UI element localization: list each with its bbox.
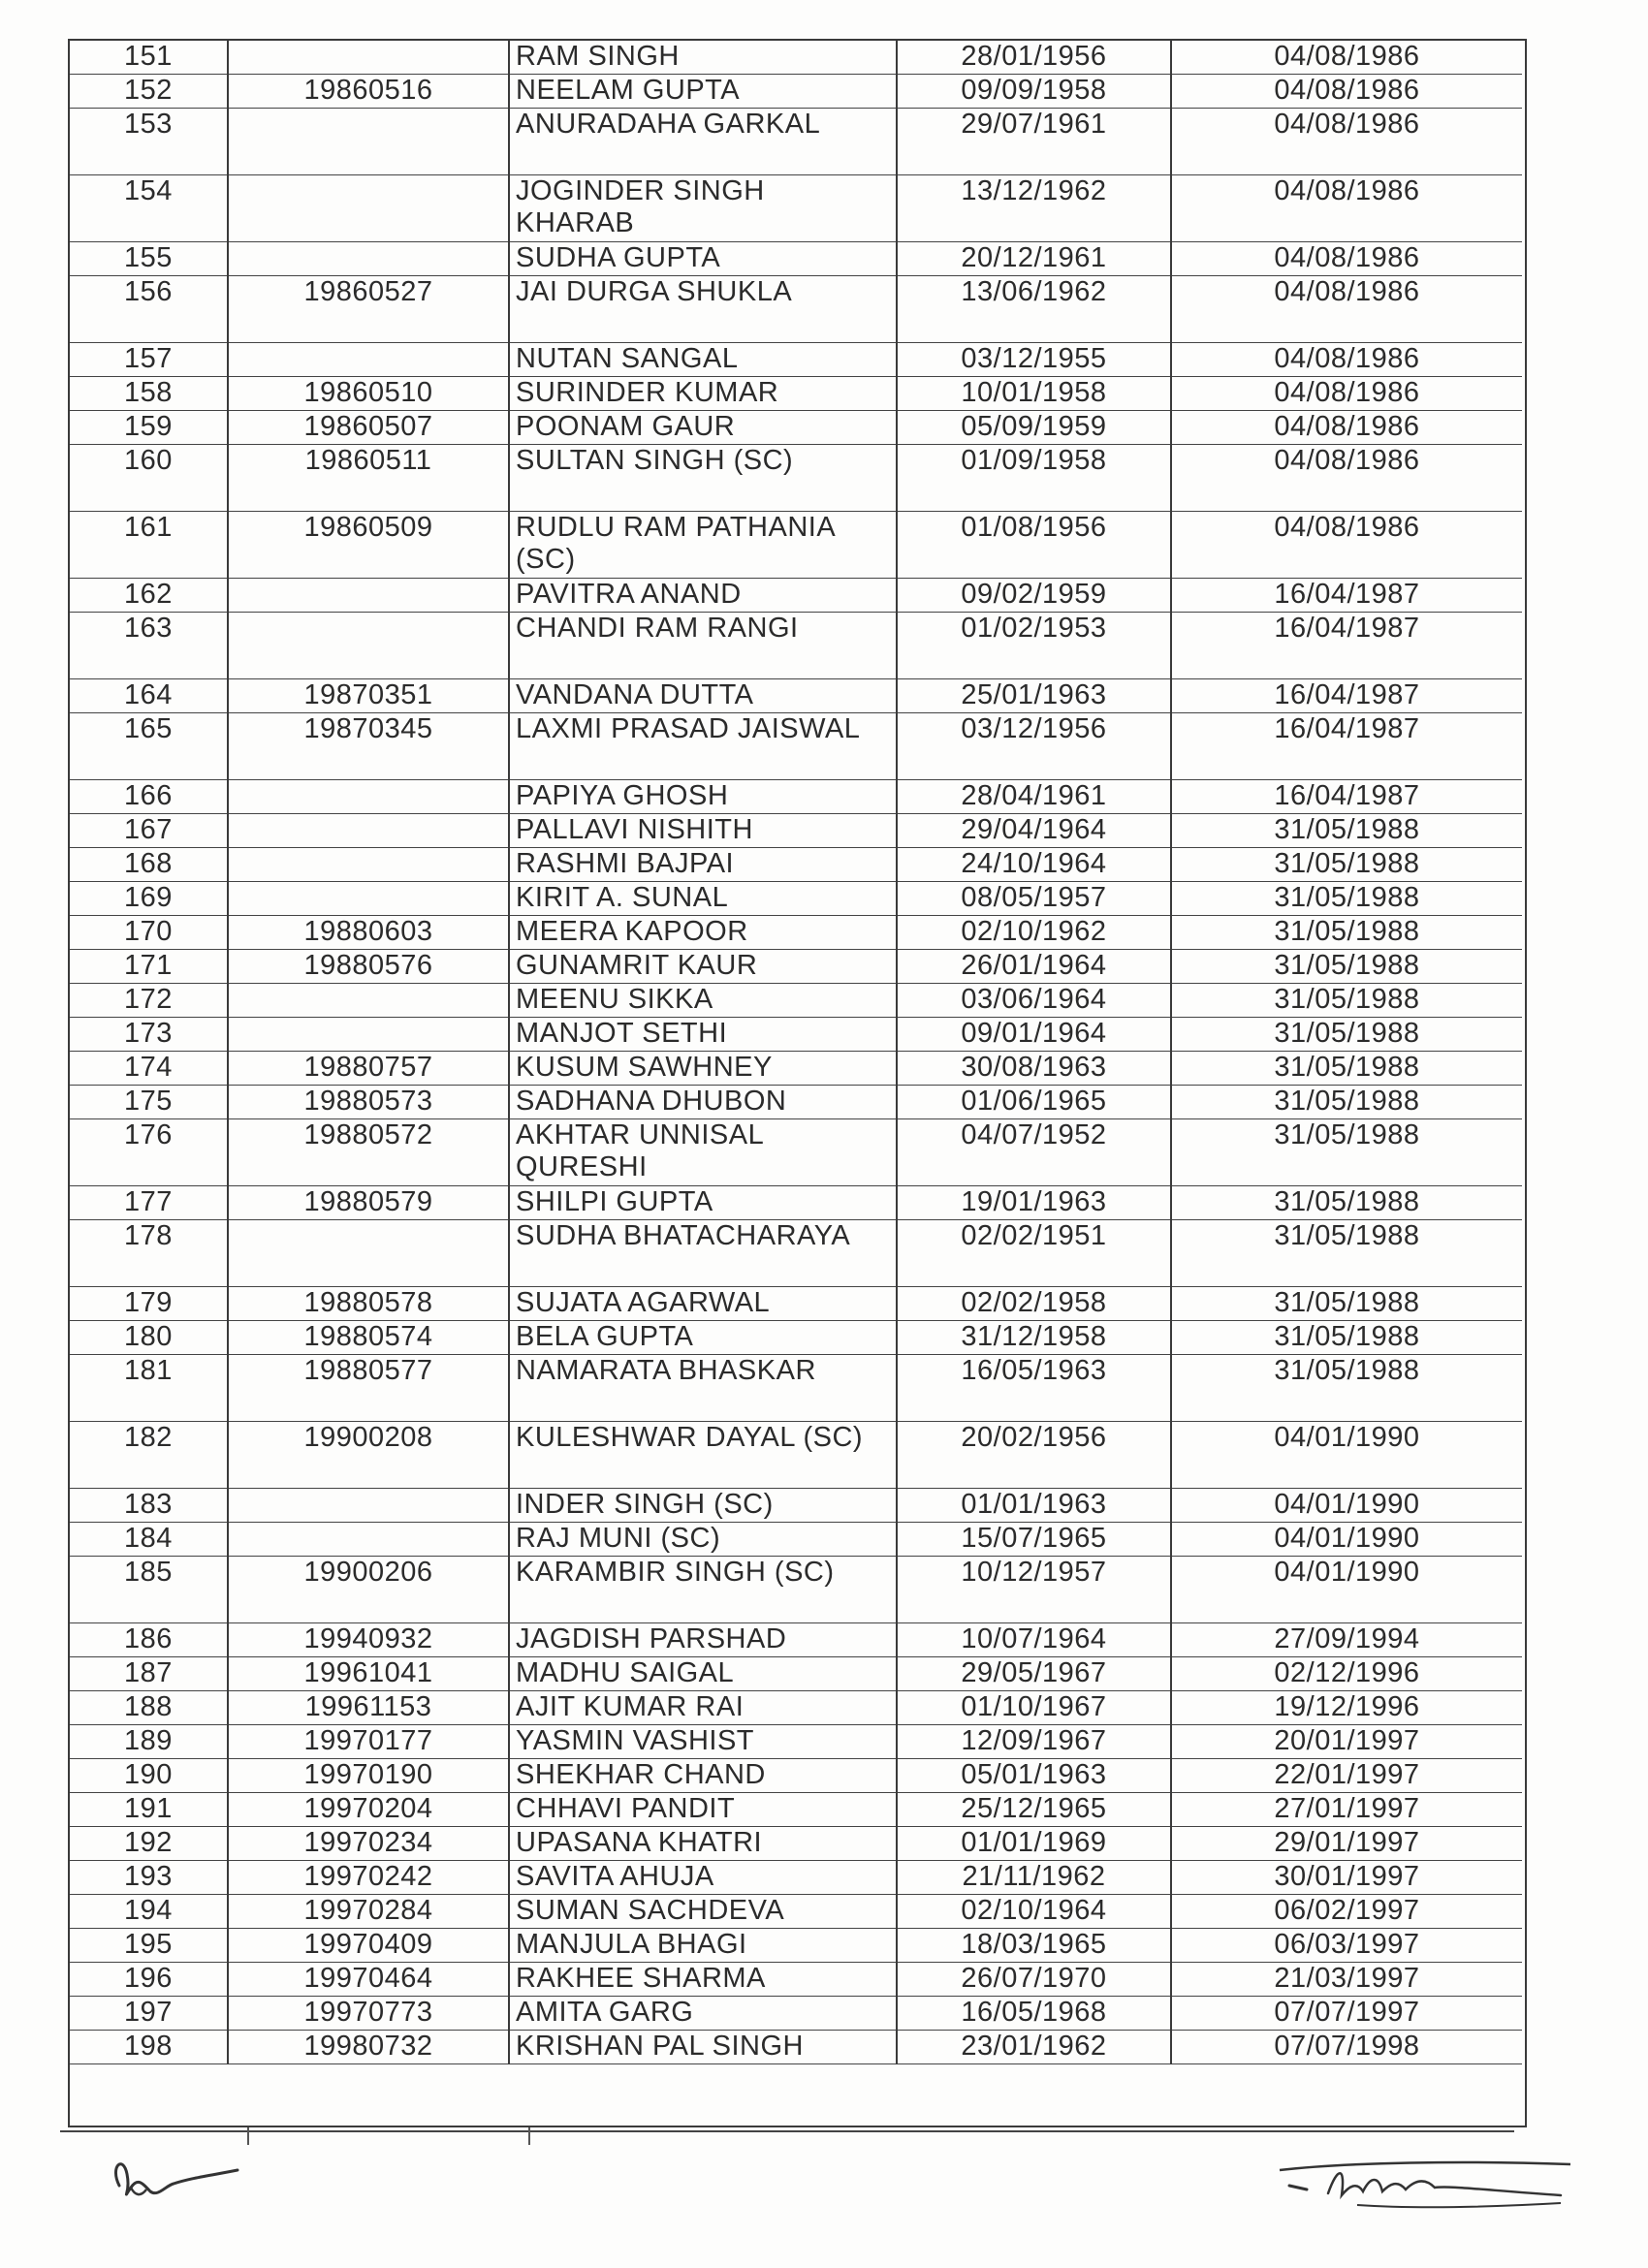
staff-table [70, 41, 1522, 2064]
date-of-joining-cell: 07/07/1998 [1171, 2031, 1522, 2064]
date-of-birth-cell: 19/01/1963 [897, 1186, 1171, 1220]
table-row [70, 75, 1522, 109]
date-of-joining-cell: 31/05/1988 [1171, 1052, 1522, 1086]
serial-number-cell: 183 [70, 1489, 228, 1523]
employee-name-cell: RAJ MUNI (SC) [509, 1523, 897, 1557]
table-row [70, 1287, 1522, 1321]
serial-number-cell: 181 [70, 1355, 228, 1422]
table-row [70, 780, 1522, 814]
date-of-birth-cell: 01/08/1956 [897, 512, 1171, 579]
employee-code-cell: 19880574 [228, 1321, 509, 1355]
initials-signature-left [102, 2147, 247, 2215]
employee-code-cell: 19970242 [228, 1861, 509, 1895]
employee-code-cell: 19970464 [228, 1963, 509, 1997]
date-of-joining-cell: 31/05/1988 [1171, 848, 1522, 882]
table-row [70, 1052, 1522, 1086]
employee-code-cell: 19860516 [228, 75, 509, 109]
employee-code-cell [228, 814, 509, 848]
employee-name-cell: KULESHWAR DAYAL (SC) [509, 1422, 897, 1489]
employee-name-cell: AJIT KUMAR RAI [509, 1691, 897, 1725]
employee-name-cell: MEERA KAPOOR [509, 916, 897, 950]
employee-code-cell: 19870345 [228, 713, 509, 780]
employee-code-cell [228, 343, 509, 377]
date-of-birth-cell: 02/10/1962 [897, 916, 1171, 950]
date-of-joining-cell: 06/03/1997 [1171, 1929, 1522, 1963]
table-row [70, 1321, 1522, 1355]
table-row [70, 1929, 1522, 1963]
employee-code-cell: 19961041 [228, 1657, 509, 1691]
date-of-birth-cell: 18/03/1965 [897, 1929, 1171, 1963]
date-of-birth-cell: 28/01/1956 [897, 41, 1171, 75]
serial-number-cell: 191 [70, 1793, 228, 1827]
date-of-birth-cell: 20/02/1956 [897, 1422, 1171, 1489]
table-row [70, 1422, 1522, 1489]
date-of-joining-cell: 16/04/1987 [1171, 579, 1522, 613]
date-of-birth-cell: 03/06/1964 [897, 984, 1171, 1018]
employee-name-cell: RUDLU RAM PATHANIA (SC) [509, 512, 897, 579]
serial-number-cell: 151 [70, 41, 228, 75]
serial-number-cell: 187 [70, 1657, 228, 1691]
table-row [70, 916, 1522, 950]
serial-number-cell: 152 [70, 75, 228, 109]
date-of-birth-cell: 08/05/1957 [897, 882, 1171, 916]
employee-code-cell [228, 579, 509, 613]
employee-name-cell: PALLAVI NISHITH [509, 814, 897, 848]
date-of-birth-cell: 25/12/1965 [897, 1793, 1171, 1827]
date-of-joining-cell: 04/08/1986 [1171, 377, 1522, 411]
employee-name-cell: AKHTAR UNNISAL QURESHI [509, 1119, 897, 1186]
table-row [70, 1793, 1522, 1827]
serial-number-cell: 154 [70, 175, 228, 242]
date-of-joining-cell: 27/09/1994 [1171, 1623, 1522, 1657]
employee-name-cell: SADHANA DHUBON [509, 1086, 897, 1119]
serial-number-cell: 166 [70, 780, 228, 814]
employee-code-cell: 19970204 [228, 1793, 509, 1827]
employee-code-cell: 19860510 [228, 377, 509, 411]
serial-number-cell: 188 [70, 1691, 228, 1725]
employee-code-cell: 19860509 [228, 512, 509, 579]
table-row [70, 1827, 1522, 1861]
date-of-joining-cell: 31/05/1988 [1171, 1355, 1522, 1422]
serial-number-cell: 193 [70, 1861, 228, 1895]
employee-name-cell: SUDHA BHATACHARAYA [509, 1220, 897, 1287]
date-of-joining-cell: 04/08/1986 [1171, 109, 1522, 175]
table-row [70, 276, 1522, 343]
serial-number-cell: 180 [70, 1321, 228, 1355]
date-of-birth-cell: 03/12/1955 [897, 343, 1171, 377]
serial-number-cell: 178 [70, 1220, 228, 1287]
date-of-birth-cell: 03/12/1956 [897, 713, 1171, 780]
employee-code-cell: 19970284 [228, 1895, 509, 1929]
serial-number-cell: 168 [70, 848, 228, 882]
employee-name-cell: KIRIT A. SUNAL [509, 882, 897, 916]
employee-name-cell: UPASANA KHATRI [509, 1827, 897, 1861]
date-of-joining-cell: 04/08/1986 [1171, 242, 1522, 276]
employee-code-cell [228, 242, 509, 276]
employee-code-cell [228, 1220, 509, 1287]
table-row [70, 882, 1522, 916]
serial-number-cell: 161 [70, 512, 228, 579]
employee-code-cell: 19880573 [228, 1086, 509, 1119]
date-of-joining-cell: 29/01/1997 [1171, 1827, 1522, 1861]
date-of-birth-cell: 29/05/1967 [897, 1657, 1171, 1691]
date-of-birth-cell: 26/01/1964 [897, 950, 1171, 984]
date-of-birth-cell: 01/02/1953 [897, 613, 1171, 679]
date-of-joining-cell: 04/08/1986 [1171, 445, 1522, 512]
date-of-joining-cell: 06/02/1997 [1171, 1895, 1522, 1929]
column-tick [528, 2127, 530, 2145]
staff-table-body [70, 41, 1522, 2064]
date-of-joining-cell: 20/01/1997 [1171, 1725, 1522, 1759]
date-of-birth-cell: 09/01/1964 [897, 1018, 1171, 1052]
date-of-birth-cell: 09/09/1958 [897, 75, 1171, 109]
employee-name-cell: JAI DURGA SHUKLA [509, 276, 897, 343]
employee-code-cell [228, 848, 509, 882]
serial-number-cell: 155 [70, 242, 228, 276]
serial-number-cell: 176 [70, 1119, 228, 1186]
table-row [70, 2031, 1522, 2064]
serial-number-cell: 189 [70, 1725, 228, 1759]
date-of-birth-cell: 15/07/1965 [897, 1523, 1171, 1557]
signature-right [1270, 2157, 1580, 2215]
table-row [70, 1895, 1522, 1929]
employee-name-cell: PAPIYA GHOSH [509, 780, 897, 814]
employee-code-cell: 19880578 [228, 1287, 509, 1321]
serial-number-cell: 196 [70, 1963, 228, 1997]
date-of-joining-cell: 31/05/1988 [1171, 1287, 1522, 1321]
date-of-joining-cell: 04/08/1986 [1171, 512, 1522, 579]
date-of-joining-cell: 16/04/1987 [1171, 713, 1522, 780]
employee-code-cell: 19970234 [228, 1827, 509, 1861]
date-of-birth-cell: 01/10/1967 [897, 1691, 1171, 1725]
date-of-joining-cell: 04/08/1986 [1171, 75, 1522, 109]
employee-code-cell [228, 984, 509, 1018]
date-of-joining-cell: 04/01/1990 [1171, 1523, 1522, 1557]
date-of-birth-cell: 12/09/1967 [897, 1725, 1171, 1759]
date-of-birth-cell: 16/05/1963 [897, 1355, 1171, 1422]
employee-name-cell: MADHU SAIGAL [509, 1657, 897, 1691]
employee-name-cell: RAM SINGH [509, 41, 897, 75]
table-row [70, 814, 1522, 848]
serial-number-cell: 173 [70, 1018, 228, 1052]
employee-code-cell: 19880576 [228, 950, 509, 984]
employee-code-cell: 19880603 [228, 916, 509, 950]
serial-number-cell: 165 [70, 713, 228, 780]
employee-name-cell: SHILPI GUPTA [509, 1186, 897, 1220]
date-of-birth-cell: 10/12/1957 [897, 1557, 1171, 1623]
employee-code-cell: 19980732 [228, 2031, 509, 2064]
employee-name-cell: PAVITRA ANAND [509, 579, 897, 613]
employee-name-cell: AMITA GARG [509, 1997, 897, 2031]
employee-code-cell: 19880572 [228, 1119, 509, 1186]
date-of-joining-cell: 16/04/1987 [1171, 613, 1522, 679]
employee-name-cell: SUDHA GUPTA [509, 242, 897, 276]
employee-name-cell: JAGDISH PARSHAD [509, 1623, 897, 1657]
serial-number-cell: 156 [70, 276, 228, 343]
employee-code-cell [228, 109, 509, 175]
serial-number-cell: 186 [70, 1623, 228, 1657]
table-row [70, 1861, 1522, 1895]
table-row [70, 1997, 1522, 2031]
employee-name-cell: LAXMI PRASAD JAISWAL [509, 713, 897, 780]
table-row [70, 109, 1522, 175]
date-of-joining-cell: 04/08/1986 [1171, 175, 1522, 242]
date-of-birth-cell: 10/07/1964 [897, 1623, 1171, 1657]
employee-code-cell [228, 1489, 509, 1523]
date-of-birth-cell: 30/08/1963 [897, 1052, 1171, 1086]
date-of-birth-cell: 13/12/1962 [897, 175, 1171, 242]
employee-name-cell: RASHMI BAJPAI [509, 848, 897, 882]
employee-code-cell [228, 175, 509, 242]
employee-code-cell: 19940932 [228, 1623, 509, 1657]
date-of-birth-cell: 16/05/1968 [897, 1997, 1171, 2031]
employee-name-cell: RAKHEE SHARMA [509, 1963, 897, 1997]
date-of-birth-cell: 28/04/1961 [897, 780, 1171, 814]
employee-code-cell: 19880757 [228, 1052, 509, 1086]
employee-name-cell: MANJOT SETHI [509, 1018, 897, 1052]
employee-code-cell: 19860511 [228, 445, 509, 512]
employee-name-cell: SHEKHAR CHAND [509, 1759, 897, 1793]
employee-name-cell: MEENU SIKKA [509, 984, 897, 1018]
table-row [70, 1523, 1522, 1557]
serial-number-cell: 169 [70, 882, 228, 916]
serial-number-cell: 170 [70, 916, 228, 950]
table-row [70, 579, 1522, 613]
date-of-birth-cell: 01/01/1969 [897, 1827, 1171, 1861]
table-row [70, 950, 1522, 984]
serial-number-cell: 190 [70, 1759, 228, 1793]
employee-name-cell: BELA GUPTA [509, 1321, 897, 1355]
employee-code-cell [228, 1018, 509, 1052]
serial-number-cell: 157 [70, 343, 228, 377]
employee-name-cell: SAVITA AHUJA [509, 1861, 897, 1895]
table-row [70, 1759, 1522, 1793]
date-of-birth-cell: 26/07/1970 [897, 1963, 1171, 1997]
date-of-joining-cell: 31/05/1988 [1171, 1119, 1522, 1186]
date-of-joining-cell: 04/01/1990 [1171, 1557, 1522, 1623]
employee-code-cell [228, 780, 509, 814]
serial-number-cell: 153 [70, 109, 228, 175]
date-of-birth-cell: 01/01/1963 [897, 1489, 1171, 1523]
table-row [70, 411, 1522, 445]
date-of-birth-cell: 05/01/1963 [897, 1759, 1171, 1793]
serial-number-cell: 184 [70, 1523, 228, 1557]
serial-number-cell: 192 [70, 1827, 228, 1861]
serial-number-cell: 179 [70, 1287, 228, 1321]
date-of-birth-cell: 20/12/1961 [897, 242, 1171, 276]
date-of-joining-cell: 31/05/1988 [1171, 1086, 1522, 1119]
employee-code-cell: 19970409 [228, 1929, 509, 1963]
date-of-joining-cell: 30/01/1997 [1171, 1861, 1522, 1895]
date-of-birth-cell: 13/06/1962 [897, 276, 1171, 343]
date-of-joining-cell: 04/08/1986 [1171, 276, 1522, 343]
date-of-joining-cell: 31/05/1988 [1171, 1220, 1522, 1287]
date-of-joining-cell: 31/05/1988 [1171, 1321, 1522, 1355]
date-of-birth-cell: 04/07/1952 [897, 1119, 1171, 1186]
employee-code-cell [228, 1523, 509, 1557]
table-row [70, 613, 1522, 679]
table-row [70, 1186, 1522, 1220]
serial-number-cell: 185 [70, 1557, 228, 1623]
employee-name-cell: ANURADAHA GARKAL [509, 109, 897, 175]
employee-name-cell: CHHAVI PANDIT [509, 1793, 897, 1827]
date-of-birth-cell: 01/09/1958 [897, 445, 1171, 512]
date-of-joining-cell: 31/05/1988 [1171, 950, 1522, 984]
table-row [70, 984, 1522, 1018]
employee-name-cell: KUSUM SAWHNEY [509, 1052, 897, 1086]
date-of-birth-cell: 23/01/1962 [897, 2031, 1171, 2064]
employee-name-cell: CHANDI RAM RANGI [509, 613, 897, 679]
date-of-joining-cell: 04/08/1986 [1171, 411, 1522, 445]
serial-number-cell: 177 [70, 1186, 228, 1220]
serial-number-cell: 159 [70, 411, 228, 445]
date-of-birth-cell: 25/01/1963 [897, 679, 1171, 713]
table-row [70, 445, 1522, 512]
date-of-birth-cell: 02/02/1951 [897, 1220, 1171, 1287]
employee-code-cell: 19900208 [228, 1422, 509, 1489]
date-of-joining-cell: 31/05/1988 [1171, 814, 1522, 848]
table-row [70, 242, 1522, 276]
employee-code-cell: 19860507 [228, 411, 509, 445]
date-of-joining-cell: 27/01/1997 [1171, 1793, 1522, 1827]
employee-name-cell: POONAM GAUR [509, 411, 897, 445]
employee-name-cell: VANDANA DUTTA [509, 679, 897, 713]
table-row [70, 1355, 1522, 1422]
table-row [70, 1489, 1522, 1523]
date-of-birth-cell: 09/02/1959 [897, 579, 1171, 613]
table-row [70, 1018, 1522, 1052]
date-of-joining-cell: 31/05/1988 [1171, 882, 1522, 916]
serial-number-cell: 198 [70, 2031, 228, 2064]
employee-name-cell: YASMIN VASHIST [509, 1725, 897, 1759]
table-row [70, 1220, 1522, 1287]
serial-number-cell: 163 [70, 613, 228, 679]
table-row [70, 848, 1522, 882]
serial-number-cell: 195 [70, 1929, 228, 1963]
bottom-rule [60, 2130, 1514, 2132]
date-of-birth-cell: 29/07/1961 [897, 109, 1171, 175]
employee-name-cell: SURINDER KUMAR [509, 377, 897, 411]
date-of-joining-cell: 04/08/1986 [1171, 41, 1522, 75]
table-row [70, 175, 1522, 242]
date-of-joining-cell: 21/03/1997 [1171, 1963, 1522, 1997]
date-of-joining-cell: 19/12/1996 [1171, 1691, 1522, 1725]
date-of-joining-cell: 31/05/1988 [1171, 984, 1522, 1018]
table-row [70, 41, 1522, 75]
serial-number-cell: 167 [70, 814, 228, 848]
date-of-birth-cell: 24/10/1964 [897, 848, 1171, 882]
serial-number-cell: 171 [70, 950, 228, 984]
date-of-joining-cell: 31/05/1988 [1171, 916, 1522, 950]
date-of-joining-cell: 31/05/1988 [1171, 1018, 1522, 1052]
employee-code-cell: 19961153 [228, 1691, 509, 1725]
table-row [70, 1963, 1522, 1997]
employee-name-cell: NUTAN SANGAL [509, 343, 897, 377]
date-of-joining-cell: 07/07/1997 [1171, 1997, 1522, 2031]
date-of-birth-cell: 10/01/1958 [897, 377, 1171, 411]
employee-code-cell: 19880579 [228, 1186, 509, 1220]
table-row [70, 512, 1522, 579]
employee-code-cell: 19970190 [228, 1759, 509, 1793]
employee-code-cell: 19970773 [228, 1997, 509, 2031]
table-row [70, 1557, 1522, 1623]
employee-code-cell [228, 41, 509, 75]
employee-code-cell [228, 882, 509, 916]
employee-name-cell: INDER SINGH (SC) [509, 1489, 897, 1523]
employee-name-cell: SUMAN SACHDEVA [509, 1895, 897, 1929]
employee-name-cell: SUJATA AGARWAL [509, 1287, 897, 1321]
employee-code-cell: 19870351 [228, 679, 509, 713]
serial-number-cell: 160 [70, 445, 228, 512]
date-of-birth-cell: 29/04/1964 [897, 814, 1171, 848]
employee-name-cell: MANJULA BHAGI [509, 1929, 897, 1963]
employee-name-cell: SULTAN SINGH (SC) [509, 445, 897, 512]
employee-name-cell: NAMARATA BHASKAR [509, 1355, 897, 1422]
employee-name-cell: KARAMBIR SINGH (SC) [509, 1557, 897, 1623]
serial-number-cell: 162 [70, 579, 228, 613]
employee-name-cell: NEELAM GUPTA [509, 75, 897, 109]
serial-number-cell: 172 [70, 984, 228, 1018]
serial-number-cell: 158 [70, 377, 228, 411]
date-of-joining-cell: 04/01/1990 [1171, 1489, 1522, 1523]
employee-code-cell: 19970177 [228, 1725, 509, 1759]
date-of-birth-cell: 02/02/1958 [897, 1287, 1171, 1321]
table-row [70, 1725, 1522, 1759]
employee-code-cell: 19880577 [228, 1355, 509, 1422]
date-of-joining-cell: 16/04/1987 [1171, 780, 1522, 814]
serial-number-cell: 197 [70, 1997, 228, 2031]
date-of-birth-cell: 01/06/1965 [897, 1086, 1171, 1119]
date-of-joining-cell: 04/08/1986 [1171, 343, 1522, 377]
table-row [70, 377, 1522, 411]
employee-code-cell: 19860527 [228, 276, 509, 343]
date-of-birth-cell: 05/09/1959 [897, 411, 1171, 445]
employee-code-cell [228, 613, 509, 679]
table-row [70, 343, 1522, 377]
table-row [70, 1657, 1522, 1691]
column-tick [247, 2127, 249, 2145]
table-row [70, 1623, 1522, 1657]
table-row [70, 1086, 1522, 1119]
serial-number-cell: 175 [70, 1086, 228, 1119]
table-row [70, 1119, 1522, 1186]
employee-name-cell: KRISHAN PAL SINGH [509, 2031, 897, 2064]
table-row [70, 1691, 1522, 1725]
date-of-joining-cell: 22/01/1997 [1171, 1759, 1522, 1793]
employee-name-cell: JOGINDER SINGH KHARAB [509, 175, 897, 242]
date-of-joining-cell: 31/05/1988 [1171, 1186, 1522, 1220]
serial-number-cell: 182 [70, 1422, 228, 1489]
date-of-joining-cell: 04/01/1990 [1171, 1422, 1522, 1489]
table-row [70, 713, 1522, 780]
employee-name-cell: GUNAMRIT KAUR [509, 950, 897, 984]
serial-number-cell: 194 [70, 1895, 228, 1929]
serial-number-cell: 174 [70, 1052, 228, 1086]
serial-number-cell: 164 [70, 679, 228, 713]
employee-code-cell: 19900206 [228, 1557, 509, 1623]
table-row [70, 679, 1522, 713]
date-of-birth-cell: 21/11/1962 [897, 1861, 1171, 1895]
date-of-joining-cell: 16/04/1987 [1171, 679, 1522, 713]
date-of-birth-cell: 31/12/1958 [897, 1321, 1171, 1355]
date-of-birth-cell: 02/10/1964 [897, 1895, 1171, 1929]
date-of-joining-cell: 02/12/1996 [1171, 1657, 1522, 1691]
